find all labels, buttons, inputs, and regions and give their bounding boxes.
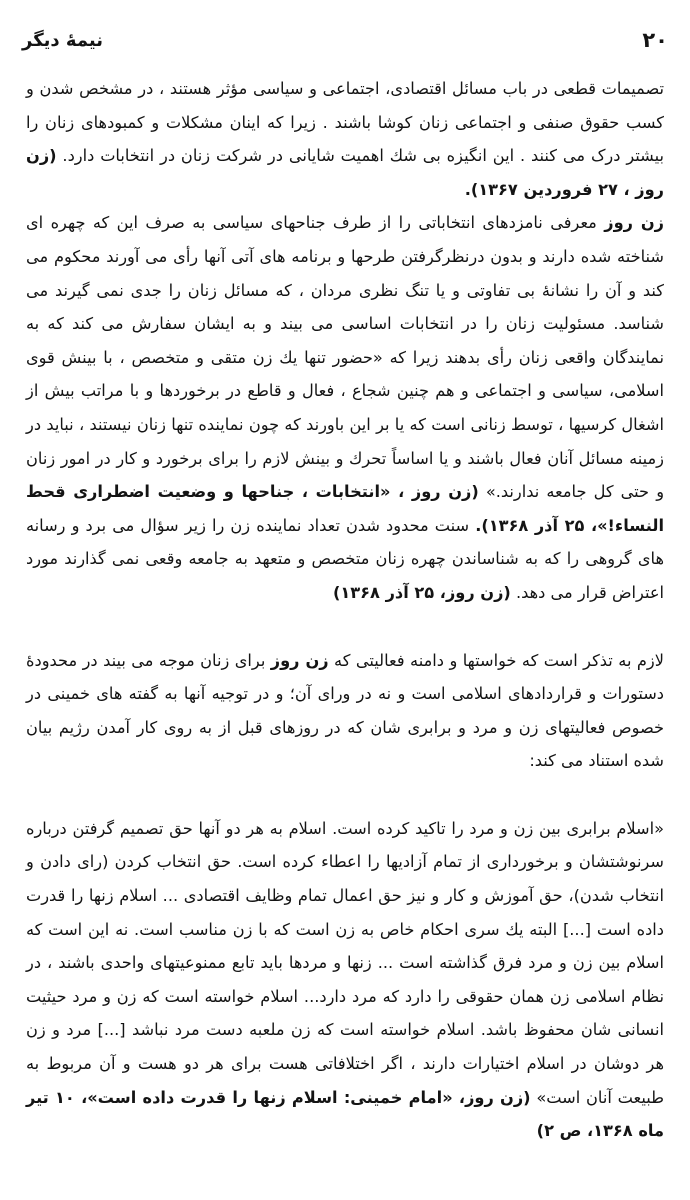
paragraph-2-text-b: سنت محدود شدن تعداد نماینده زن را زیر سؤال می برد و رسانه های گروهی را که به شناساندن چهره زنان متخصص و متعهد به جامعه وقعی نمی گذارند مورد اعتراض قرار می دهد.	[26, 515, 664, 602]
paragraph-2-text-a: معرفی نامزدهای انتخاباتی را از طرف جناحهای سیاسی به صرف این که چهره ای شناخته شده دارند و بدون درنظرگرفتن طرحها و برنامه های آتی آنها رأی می آورند محکوم می کند و آن را نشانهٔ بی تفاوتی و یا تنگ نظری مردان ، که مسائل زنان را جدی نمی گیرند می شناسد. مسئولیت زنان را در انتخابات اساسی می بیند و به ایشان سفارش می کند که به نمایندگان واقعی زنان رأی بدهند زیرا که «حضور تنها یك زن متقی و متخصص ، با بینش قوی اسلامی، سیاسی و اجتماعی و هم چنین شجاع ، فعال و قاطع در برخوردها و با مراتب بیش از اشغال کرسیها ، توسط زنانی است که یا بر این باورند که چون نماینده تنها زنان نیستند ، نباید در زمینه مسائل آنان فعال باشند و یا اساساً تحرك و بینش لازم را برای برخورد و کار در امور زنان و حتی کل جامعه ندارند.»	[26, 213, 665, 502]
paragraph-3	[26, 644, 664, 778]
citation: (زن روز ، ۲۷ فروردین ۱۳۶۷).	[26, 146, 664, 199]
quotation-text: «اسلام برابری بین زن و مرد را تاکید کرده است. اسلام به هر دو آنها حق تصمیم گرفتن درباره سرنوشتشان و برخورداری از تمام آزادیها را اعطاء کرده است. حق انتخاب کردن (رای دادن و انتخاب شدن)، حق آموزش و کار و نیز حق اعمال تمام وظایف اقتصادی ... اسلام زنها را قدرت داده است [...] البته یك سری احکام خاص به زن است که با زن مناسب است. نه این است که اسلام بین زن و مرد فرق گذاشته است ... زنها و مردها باید تابع ممنوعیتهای واحدی باشند ، در نظام اسلامی زن همان حقوقی را دارد که مرد دارد... اسلام خواسته است که زن و مرد حیثیت انسانی شان محفوظ باشد. اسلام خواسته است که زن ملعبه دست مرد نباشد [...] مرد و زن هر دوشان در اسلام اختیارات دارند ، اگر اختلافاتی هست برای هر دو هست و آن مربوط به طبیعت آنان است»	[26, 818, 664, 1107]
citation: (زن روز، ۲۵ آذر ۱۳۶۸)	[333, 582, 511, 602]
page-header	[22, 22, 668, 58]
magazine-name: زن روز	[604, 213, 664, 233]
paragraph-3-text-a: لازم به تذکر است که خواستها و دامنه فعالیتی که	[328, 650, 664, 670]
page-number: ۲۰	[642, 28, 668, 52]
body-text	[26, 72, 664, 1148]
paragraph-2	[26, 206, 664, 609]
running-title: نیمهٔ دیگر	[22, 29, 104, 51]
citation: (زن روز ، «انتخابات ، جناحها و وضعیت اضطراری قحط النساء!»، ۲۵ آذر ۱۳۶۸).	[26, 482, 664, 535]
quotation-paragraph	[26, 812, 664, 1148]
citation: (زن روز، «امام خمینی: اسلام زنها را قدرت داده است»، ۱۰ تیر ماه ۱۳۶۸، ص ۲)	[26, 1087, 664, 1141]
paragraph-3-text-b: برای زنان موجه می بیند در محدودهٔ دستورات و قراردادهای اسلامی است و نه در ورای آن؛ و در توجیه آنها به گفته های خمینی در خصوص فعالیتهای زن و مرد و برابری شان که در روزهای قبل از به روی کار آمدن رژیم بیان شده استناد می کند:	[26, 650, 664, 771]
magazine-name: زن روز	[270, 650, 329, 670]
paragraph-1-text: تصمیمات قطعی در باب مسائل اقتصادی، اجتماعی و سیاسی مؤثر هستند ، در مشخص شدن و کسب حقوق صنفی و اجتماعی زنان کوشا باشند . زیرا که اینان مشکلات و کمبودهای زنان را بیشتر درک می کنند . این انگیزه بی شك اهمیت شایانی در شرکت زنان در انتخابات دارد.	[26, 79, 664, 166]
paragraph-1	[26, 72, 664, 206]
